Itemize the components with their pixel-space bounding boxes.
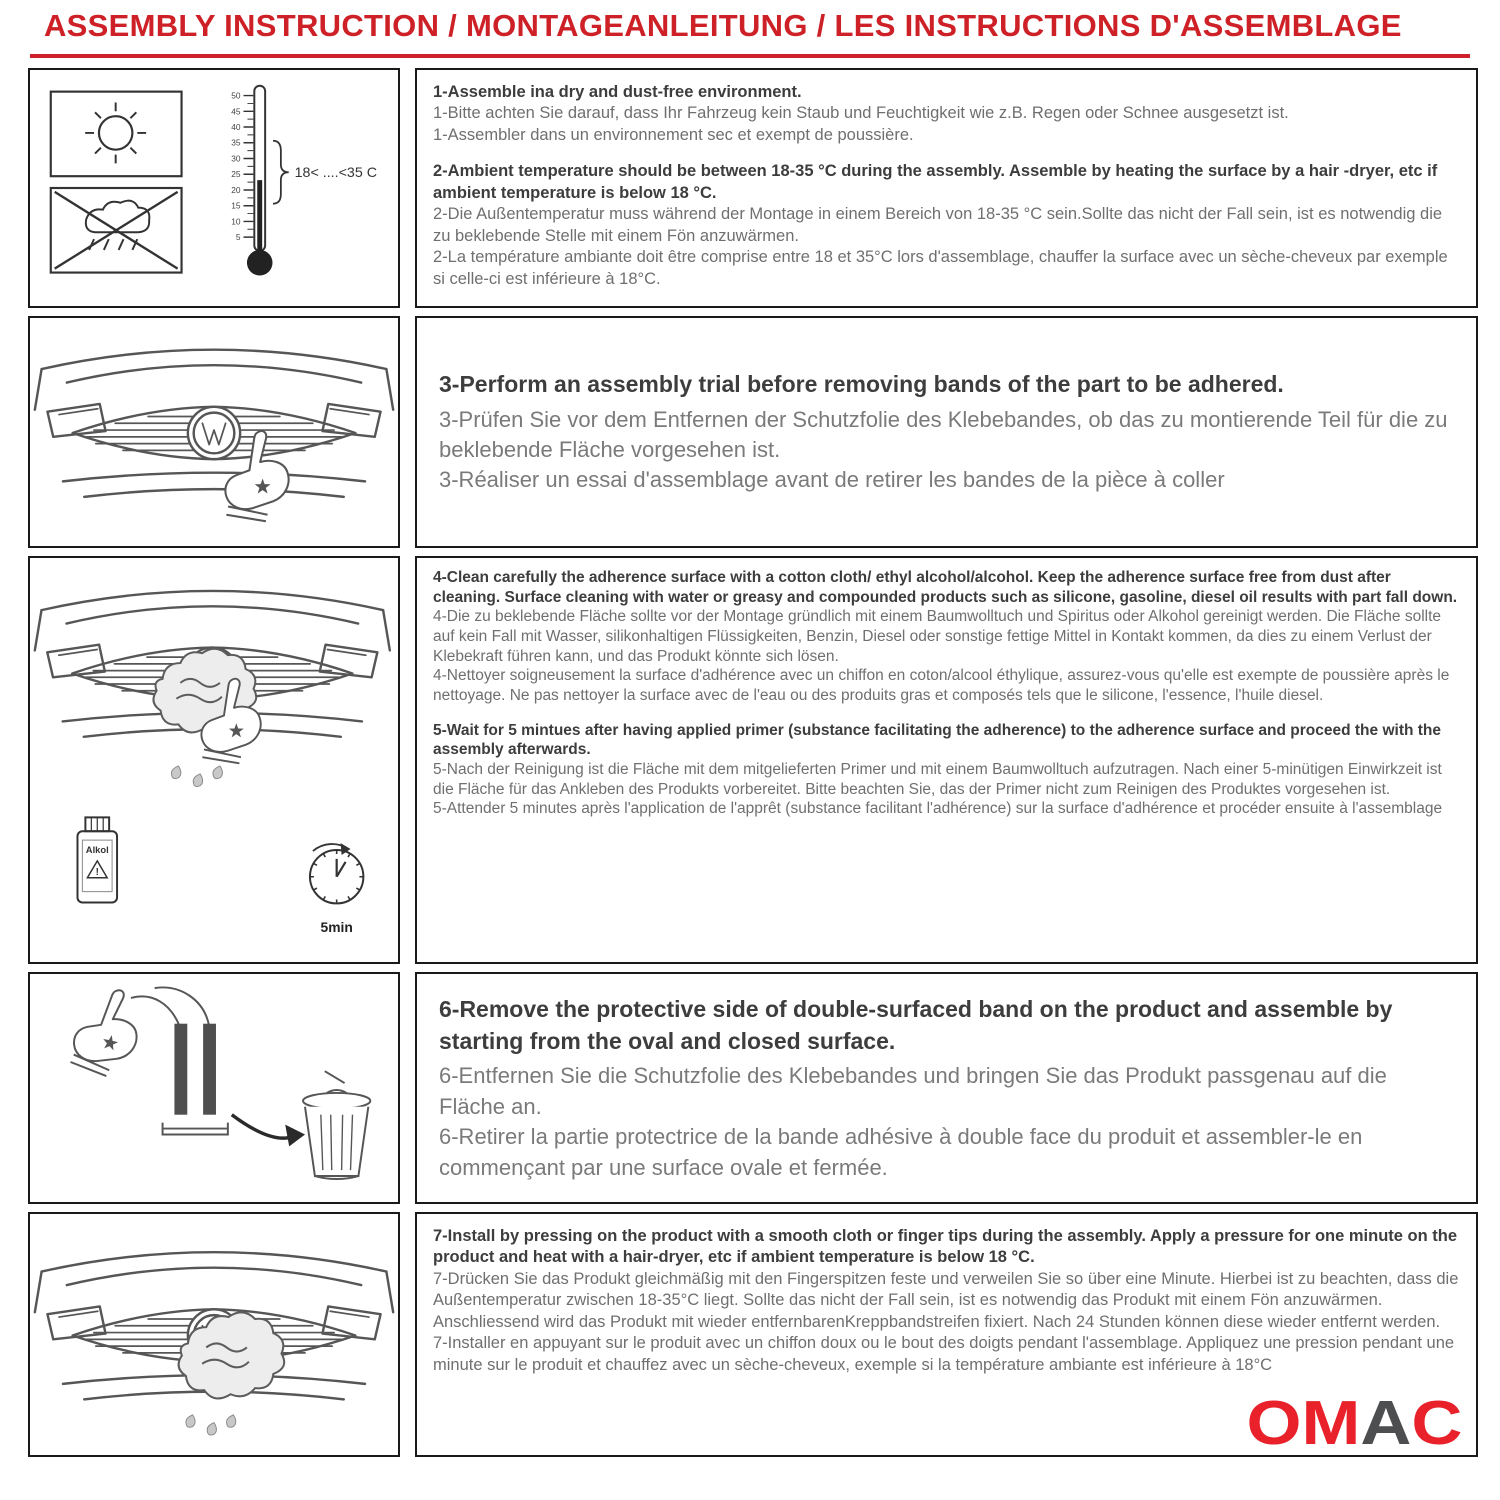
sun-icon (85, 102, 146, 163)
instruction-text-de: 5-Nach der Reinigung ist die Fläche mit dem mitgelieferten Primer und mit einem Baumwolltuch aufzutragen. Nach einer 5-minütigen Einwirkzeit ist die Fläche für das Ankleben des Produkts vorbereitet. Bitte beachten Sie, das der Primer nicht zum Reinigen des Produktes vorgesehen ist. (433, 761, 1442, 798)
scale-label: 40 (231, 121, 241, 132)
environment-temperature-illustration (30, 70, 398, 306)
warning-mark: ! (95, 867, 99, 879)
no-rain-icon (55, 192, 178, 269)
instruction-heading-en: 4-Clean carefully the adherence surface with a cotton cloth/ ethyl alcohol/alcohol. Keep the adherence surface free from dust after cleaning. Surface cleaning with water or greasy and compounded products such as silicone, gasoline, diesel oil results with part fall down. (433, 569, 1458, 606)
scale-label: 20 (231, 184, 241, 195)
trash-can-icon (303, 1071, 370, 1179)
instruction-text-fr: 3-Réaliser un essai d'assemblage avant de retirer les bandes de la pièce à coller (439, 467, 1225, 493)
scale-label: 25 (231, 169, 241, 180)
instruction-heading-en: 7-Install by pressing on the product with a smooth cloth or finger tips during the assembly. Apply a pressure for one minute on the product and heat with a hair-dryer, etc if ambient temperature is below 18 °C. (433, 1227, 1458, 1267)
instruction-text-de: 4-Die zu beklebende Fläche sollte vor der Montage gründlich mit einem Baumwolltuch und Spiritus oder Alkohol gereinigt werden. Die Fläche sollte auf kein Fall mit Wasser, silikonhaltigen Flüssigkeiten, Benzin, Diesel oder sonstige fettige Mittel in Kontakt kommen, da dies zu einem Verlust der Klebekraft führen kann, und das Produkt könnte sich lösen. (433, 608, 1442, 665)
instruction-text-fr: 2-La température ambiante doit être comprise entre 18 et 35°C lors d'assemblage, chauffer la surface avec un sèche-cheveux par exemple si celle-ci est inférieure à 18°C. (433, 248, 1448, 288)
instruction-text-de: 2-Die Außentemperatur muss während der Montage in einem Bereich von 18-35 °C sein.Sollte das nicht der Fall sein, ist es notwendig die zu beklebende Stelle mit einem Fön anzuwärmen. (433, 205, 1443, 245)
peeled-film (131, 987, 209, 1025)
logo-letter-c: C (1410, 1389, 1462, 1457)
press-product-illustration (30, 1214, 398, 1455)
instruction-heading-en: 2-Ambient temperature should be between 18-35 °C during the assembly. Assemble by heating the surface by a hair -dryer, etc if ambient temperature is below 18 °C. (433, 162, 1438, 202)
instruction-heading-en: 3-Perform an assembly trial before removing bands of the part to be adhered. (439, 371, 1284, 398)
instruction-text-de: 3-Prüfen Sie vor dem Entfernen der Schutzfolie des Klebebandes, ob das zu montierende Teil für die zu beklebende Fläche vorgesehen ist. (439, 406, 1448, 462)
title-divider (30, 54, 1470, 58)
clean-surface-illustration (30, 558, 398, 962)
drips-icon (186, 1415, 236, 1435)
instruction-text-de: 1-Bitte achten Sie darauf, dass Ihr Fahrzeug kein Staub und Feuchtigkeit wie z.B. Regen oder Schnee ausgesetzt ist. (433, 104, 1289, 123)
step-3-text-panel (415, 316, 1478, 548)
scale-label: 35 (231, 137, 241, 148)
tape-removal-illustration (30, 974, 398, 1202)
instruction-text-fr: 6-Retirer la partie protectrice de la bande adhésive à double face du produit et assembler-le en commençant par une surface ovale et fermée. (439, 1124, 1363, 1180)
instruction-text-fr: 5-Attender 5 minutes après l'application de l'apprêt (substance facilitant l'adhérence) sur la surface d'adhérence et procéder ensuite à l'assemblage (433, 800, 1443, 818)
instruction-text-fr: 1-Assembler dans un environnement sec et exempt de poussière. (433, 125, 914, 144)
instruction-heading-en: 1-Assemble ina dry and dust-free environment. (433, 83, 802, 101)
instruction-text-de: 6-Entfernen Sie die Schutzfolie des Klebebandes und bringen Sie das Produkt passgenau auf die Fläche an. (439, 1063, 1387, 1119)
omac-logo (1246, 1389, 1462, 1457)
instruction-text-fr: 7-Installer en appuyant sur le produit avec un chiffon doux ou le bout des doigts pendant l'assemblage. Appliquez une pression pendant une minute sur le produit et chauffez avec un sèche-cheveux, exemple si la température ambiante est inférieure à 18°C (433, 1334, 1455, 1374)
logo-letter-a: A (1359, 1389, 1411, 1457)
step-4-5-text-panel (415, 556, 1478, 964)
instruction-heading-en: 6-Remove the protective side of double-surfaced band on the product and assemble by starting from the oval and closed surface. (439, 996, 1393, 1055)
step-4-5-illustration-panel (28, 556, 400, 964)
scale-label: 10 (231, 216, 241, 227)
product-profile (163, 1123, 228, 1135)
scale-label: 30 (231, 153, 241, 164)
scale-label: 5 (235, 232, 241, 243)
car-grille-icon (35, 350, 393, 497)
assembly-trial-illustration (30, 318, 398, 546)
drips-icon (171, 766, 222, 787)
arrow-icon (232, 1115, 305, 1147)
alcohol-bottle-icon (77, 817, 117, 902)
adhesive-strips (174, 1024, 216, 1115)
step-7-illustration-panel (28, 1212, 400, 1457)
thermometer-icon (244, 86, 273, 276)
step-6-illustration-panel (28, 972, 400, 1204)
logo-letters-om: OM (1246, 1389, 1360, 1457)
page-title: ASSEMBLY INSTRUCTION / MONTAGEANLEITUNG / LES INSTRUCTIONS D'ASSEMBLAGE (44, 8, 1402, 43)
clock-duration-label: 5min (320, 919, 353, 936)
instruction-heading-en: 5-Wait for 5 mintues after having applied primer (substance facilitating the adherence) to the adherence surface and proceed the with the assembly afterwards. (433, 721, 1441, 759)
range-bracket (273, 141, 289, 204)
step-1-2-illustration-panel (28, 68, 400, 308)
step-7-text-panel (415, 1212, 1478, 1457)
step-1-2-text-panel (415, 68, 1478, 308)
clock-icon (310, 843, 363, 935)
step-6-text-panel (415, 972, 1478, 1204)
instruction-text-fr: 4-Nettoyer soigneusement la surface d'adhérence avec un chiffon en coton/alcool éthylique, assurez-vous qu'elle est exempte de poussière après le nettoyage. Ne pas nettoyer la surface avec de l'eau ou des produits gras et composés tels que le silicone, l'essence, l'huile diesel. (433, 667, 1450, 705)
bottle-label: Alkol (85, 843, 109, 855)
temperature-range-label: 18< ....<35 C (294, 165, 378, 182)
step-3-illustration-panel (28, 316, 400, 548)
scale-label: 50 (231, 90, 241, 101)
scale-label: 45 (231, 106, 241, 117)
instruction-text-de: 7-Drücken Sie das Produkt gleichmäßig mit den Fingerspitzen feste und verweilen Sie so über eine Minute. Hierbei ist zu beachten, dass die Außentemperatur zwischen 18-35°C liegt. Sollte das nicht der Fall sein, ist es notwendig das Produkt mit einem Fön anzuwärmen. Anschliessend wird das Produkt mit wieder entfernbarenKreppbandstreifen fixiert. Nach 24 Stunden können diese wieder entfernt werden. (433, 1269, 1459, 1331)
scale-label: 15 (231, 200, 241, 211)
